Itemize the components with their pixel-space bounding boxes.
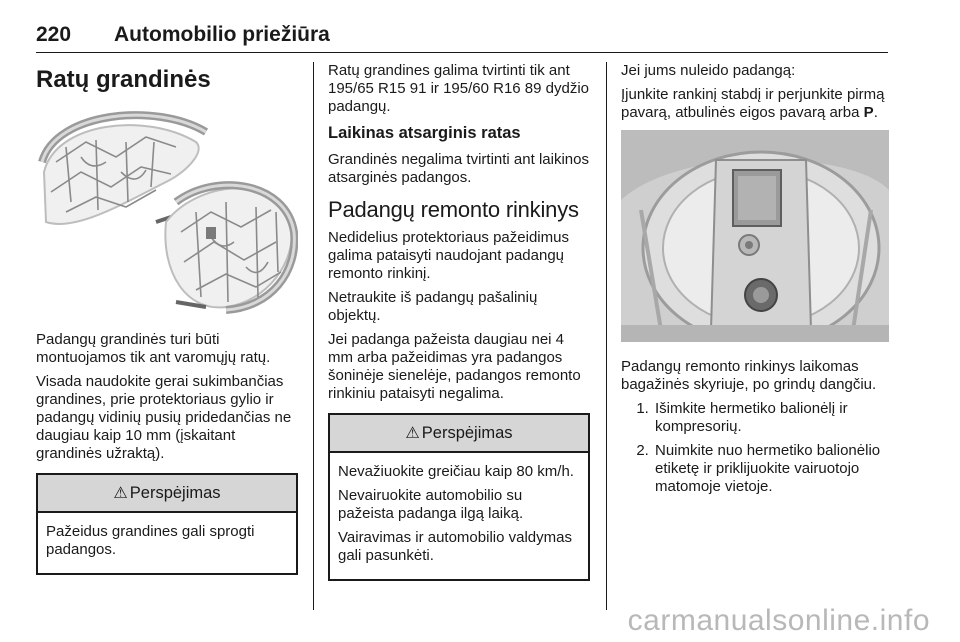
warning-title: Perspėjimas bbox=[129, 483, 221, 502]
column-3 bbox=[621, 62, 889, 502]
warning-box bbox=[36, 473, 298, 575]
list-item: 1. Išimkite hermetiko balionėlį ir kompresorių. bbox=[653, 400, 889, 436]
warning-text: Pažeidus grandines gali sprogti padangos. bbox=[46, 523, 255, 558]
paragraph: Nedidelius protektoriaus pažeidimus galima pataisyti naudojant padangų remonto rinkinį. bbox=[328, 229, 569, 282]
warning-body bbox=[330, 453, 588, 579]
warning-icon: ⚠ bbox=[405, 425, 420, 442]
section-title-chains: Ratų grandinės bbox=[36, 66, 211, 93]
steps-list bbox=[621, 400, 889, 496]
column-divider bbox=[606, 62, 607, 610]
warning-header bbox=[330, 415, 588, 453]
paragraph: Įjunkite rankinį stabdį ir perjunkite pirmą pavarą, atbulinės eigos pavarą arba P. bbox=[621, 86, 885, 121]
warning-header bbox=[38, 475, 296, 513]
paragraph: Ratų grandines galima tvirtinti tik ant 195/65 R15 91 ir 195/60 R16 89 dydžio padangų. bbox=[328, 62, 590, 115]
warning-icon: ⚠ bbox=[113, 485, 128, 502]
watermark: carmanualsonline.info bbox=[627, 604, 930, 637]
warning-title: Perspėjimas bbox=[421, 423, 513, 442]
paragraph: Padangų grandinės turi būti montuojamos tik ant varomųjų ratų. bbox=[36, 331, 271, 366]
list-item: 2. Nuimkite nuo hermetiko balionėlio etiketę ir priklijuokite vairuotojo matomoje vietoje. bbox=[653, 442, 889, 496]
page-header bbox=[36, 16, 888, 53]
section-title-repair-kit: Padangų remonto rinkinys bbox=[328, 197, 579, 222]
warning-text: Vairavimas ir automobilio valdymas gali pasunkėti. bbox=[338, 529, 572, 564]
warning-text: Nevažiuokite greičiau kaip 80 km/h. bbox=[338, 463, 574, 480]
warning-body bbox=[38, 513, 296, 573]
paragraph: Padangų remonto rinkinys laikomas bagažinės skyriuje, po grindų dangčiu. bbox=[621, 358, 877, 393]
warning-text: Nevairuokite automobilio su pažeista padanga ilgą laiką. bbox=[338, 487, 524, 522]
warning-box bbox=[328, 413, 590, 581]
column-1 bbox=[36, 62, 298, 575]
subheading-temporary-spare: Laikinas atsarginis ratas bbox=[328, 124, 521, 142]
page-number: 220 bbox=[36, 23, 72, 46]
tyre-repair-kit-photo-icon bbox=[621, 130, 889, 342]
paragraph: Netraukite iš padangų pašalinių objektų. bbox=[328, 289, 538, 324]
column-divider bbox=[313, 62, 314, 610]
column-2 bbox=[328, 62, 590, 581]
paragraph: Jei jums nuleido padangą: bbox=[621, 62, 796, 79]
paragraph: Grandinės negalima tvirtinti ant laikinos atsarginės padangos. bbox=[328, 151, 589, 186]
snow-chains-illustration-icon bbox=[36, 102, 298, 315]
paragraph: Visada naudokite gerai sukimbančias grandines, prie protektoriaus gylio ir padangų vidinių pusių pridedančias ne daugiau kaip 10 mm (įskaitant grandinės užraktą). bbox=[36, 373, 292, 462]
chapter-title: Automobilio priežiūra bbox=[114, 23, 330, 46]
paragraph: Jei padanga pažeista daugiau nei 4 mm arba pažeidimas yra padangos šoninėje sienelėje, padangos remonto rinkiniu pataisyti negalima. bbox=[328, 331, 581, 402]
gear-p-label: P bbox=[863, 104, 874, 121]
